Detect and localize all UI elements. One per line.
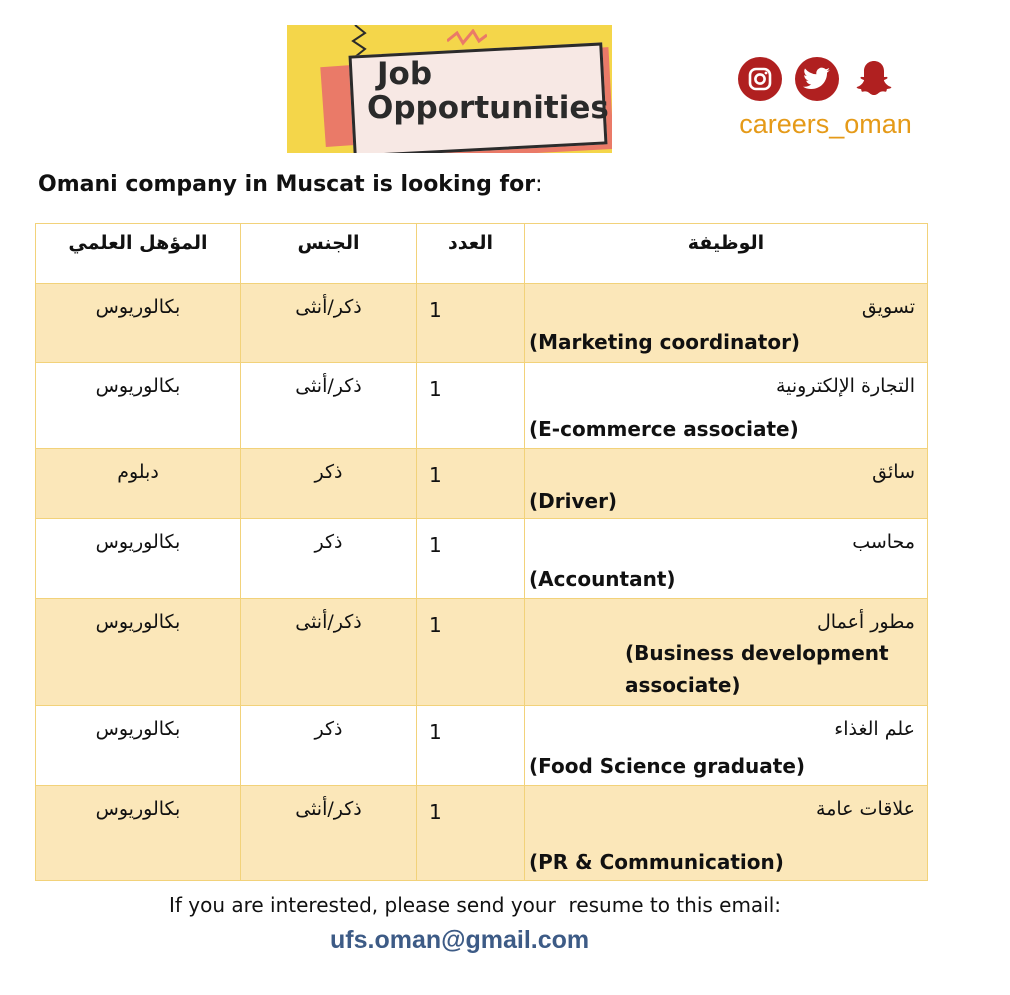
cell-gender: ذكر	[241, 519, 417, 599]
cell-count: 1	[417, 519, 525, 599]
instagram-icon[interactable]	[738, 57, 782, 101]
banner-title	[367, 56, 609, 126]
cell-count: 1	[417, 786, 525, 881]
table-row	[36, 449, 928, 519]
intro-heading	[38, 172, 543, 197]
cell-gender: ذكر	[241, 706, 417, 786]
job-title-english: (Accountant)	[529, 567, 676, 591]
job-title-english: (Business development associate)	[625, 641, 889, 697]
table-row	[36, 363, 928, 449]
job-title-english: (Driver)	[529, 489, 618, 513]
job-title-english: (E-commerce associate)	[529, 417, 799, 441]
cell-job	[525, 519, 928, 599]
table-row	[36, 599, 928, 706]
intro-colon: :	[535, 172, 543, 197]
intro-text: Omani company in Muscat is looking for	[38, 172, 536, 197]
cell-gender: ذكر/أنثى	[241, 599, 417, 706]
job-title-english: (Marketing coordinator)	[529, 330, 801, 354]
header-count: العدد	[417, 224, 525, 284]
cell-job	[525, 284, 928, 363]
job-title-arabic: علم الغذاء	[834, 718, 915, 740]
banner-title-line1: Job	[377, 56, 433, 92]
cell-qualification: بكالوريوس	[36, 599, 241, 706]
cell-count: 1	[417, 363, 525, 449]
social-links	[728, 55, 923, 145]
cell-count: 1	[417, 449, 525, 519]
cell-gender: ذكر	[241, 449, 417, 519]
cell-gender: ذكر/أنثى	[241, 284, 417, 363]
footer-instruction: If you are interested, please send your resume to this email:	[168, 893, 782, 917]
cell-job	[525, 449, 928, 519]
job-title-english: (PR & Communication)	[529, 850, 784, 874]
contact-email[interactable]: ufs.oman@gmail.com	[330, 926, 590, 954]
header-qualification: المؤهل العلمي	[36, 224, 241, 284]
cell-count: 1	[417, 706, 525, 786]
jobs-table	[35, 223, 928, 881]
cell-job	[525, 706, 928, 786]
snapchat-icon[interactable]	[852, 57, 896, 101]
cell-job	[525, 786, 928, 881]
lightning-decoration-icon	[447, 29, 487, 51]
table-row	[36, 786, 928, 881]
cell-count: 1	[417, 599, 525, 706]
cell-job	[525, 599, 928, 706]
job-title-english: (Food Science graduate)	[529, 754, 806, 778]
job-title-arabic: مطور أعمال	[817, 611, 915, 633]
header-job: الوظيفة	[525, 224, 928, 284]
table-row	[36, 284, 928, 363]
twitter-icon[interactable]	[795, 57, 839, 101]
job-title-arabic: تسويق	[861, 296, 915, 318]
cell-qualification: بكالوريوس	[36, 284, 241, 363]
cell-qualification: بكالوريوس	[36, 786, 241, 881]
job-opportunities-banner	[287, 25, 612, 153]
cell-job	[525, 363, 928, 449]
cell-qualification: بكالوريوس	[36, 363, 241, 449]
social-handle: careers_oman	[739, 109, 912, 139]
job-title-arabic: محاسب	[852, 531, 915, 553]
table-header-row	[36, 224, 928, 284]
cell-count: 1	[417, 284, 525, 363]
cell-gender: ذكر/أنثى	[241, 363, 417, 449]
job-title-arabic: التجارة الإلكترونية	[775, 375, 915, 397]
cell-qualification: بكالوريوس	[36, 519, 241, 599]
job-title-arabic: سائق	[872, 461, 915, 483]
banner-title-line2: Opportunities	[367, 90, 609, 126]
cell-gender: ذكر/أنثى	[241, 786, 417, 881]
header-gender: الجنس	[241, 224, 417, 284]
cell-qualification: دبلوم	[36, 449, 241, 519]
table-row	[36, 519, 928, 599]
cell-qualification: بكالوريوس	[36, 706, 241, 786]
table-row	[36, 706, 928, 786]
job-title-arabic: علاقات عامة	[816, 798, 915, 820]
